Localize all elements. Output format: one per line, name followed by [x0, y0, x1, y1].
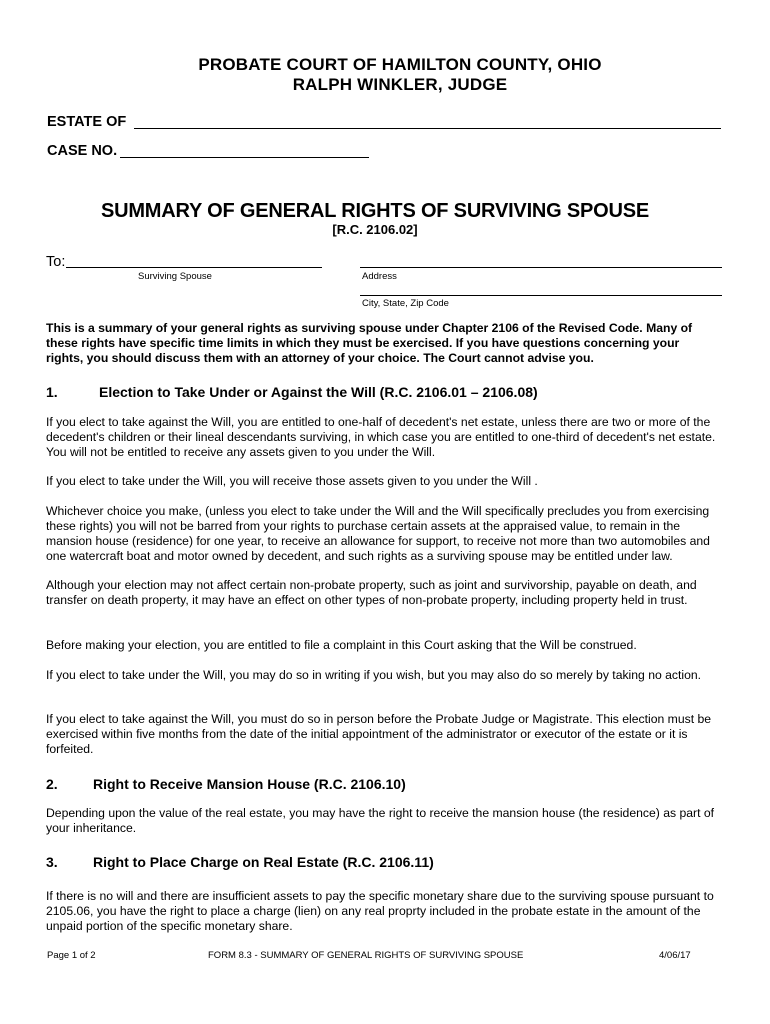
section-3-heading: Right to Place Charge on Real Estate (R.C. 2106.11) [93, 854, 434, 870]
revision-date: 4/06/17 [659, 950, 691, 961]
section-3-number: 3. [46, 854, 58, 870]
section-2-heading: Right to Receive Mansion House (R.C. 2106.10) [93, 776, 406, 792]
section-1-paragraph: Although your election may not affect certain non-probate property, such as joint and survivorship, payable on death, and transfer on death property, it may have an effect on other types of non-probate property, including property held in trust. [46, 578, 697, 607]
section-1-paragraph: If you elect to take against the Will, you are entitled to one-half of decedent's net estate, unless there are two or more of the decedent's children or their lineal descendants surviving, in which case you are entitled to one-third of decedent's net estate. You will not be entitled to receive any assets given to you under the Will. [46, 415, 716, 459]
section-3-paragraph: If there is no will and there are insufficient assets to pay the specific monetary share due to the surviving spouse pursuant to 2105.06, you have the right to place a charge (lien) on any real proprty included in the probate estate in the amount of the unpaid portion of the specific monetary share. [46, 889, 714, 933]
form-footer-title: FORM 8.3 - SUMMARY OF GENERAL RIGHTS OF SURVIVING SPOUSE [208, 950, 524, 961]
estate-label: ESTATE OF [47, 114, 127, 130]
page-number: Page 1 of 2 [47, 950, 96, 961]
address-caption: Address [362, 271, 397, 282]
form-title: SUMMARY OF GENERAL RIGHTS OF SURVIVING SPOUSE [100, 200, 650, 222]
section-1-paragraph: If you elect to take under the Will, you will receive those assets given to you under the Will . [46, 474, 538, 488]
court-name: PROBATE COURT OF HAMILTON COUNTY, OHIO [198, 55, 602, 74]
estate-field[interactable] [134, 113, 721, 129]
judge-name: RALPH WINKLER, JUDGE [292, 75, 508, 94]
section-1-heading: Election to Take Under or Against the Will (R.C. 2106.01 – 2106.08) [99, 384, 538, 400]
section-2-paragraph: Depending upon the value of the real estate, you may have the right to receive the mansion house (the residence) as part of your inheritance. [46, 806, 715, 835]
city-state-zip-field[interactable] [360, 281, 722, 296]
section-1-paragraph: Before making your election, you are entitled to file a complaint in this Court asking that the Will be construed. [46, 638, 637, 652]
section-1-paragraph: If you elect to take against the Will, you must do so in person before the Probate Judge or Magistrate. This election must be exercised within five months from the date of the initial appointment of the administrator or executor of the estate or it is forfeited. [46, 712, 712, 756]
statute-reference: [R.C. 2106.02] [332, 222, 418, 237]
section-1-number: 1. [46, 384, 58, 400]
city-state-zip-caption: City, State, Zip Code [362, 298, 449, 309]
intro-paragraph: This is a summary of your general rights as surviving spouse under Chapter 2106 of the Revised Code. Many of these rights have specific time limits in which they must be exercised. If you have questions concerning your rights, you should discuss them with an attorney of your choice. The Court cannot advise you. [46, 321, 693, 365]
case-number-field[interactable] [120, 142, 369, 158]
address-field[interactable] [360, 253, 722, 268]
section-1-paragraph: Whichever choice you make, (unless you elect to take under the Will and the Will specifically precludes you from exercising these rights) you will not be barred from your rights to purchase certain assets at the appraised value, to remain in the mansion house (residence) for one year, to receive an allowance for support, to receive not more than two automobiles and one watercraft boat and motor owned by decedent, and such rights as a surviving spouse may be entitled under law. [46, 504, 710, 563]
surviving-spouse-caption: Surviving Spouse [138, 271, 212, 282]
surviving-spouse-field[interactable] [66, 253, 322, 268]
to-label: To: [46, 254, 66, 270]
section-1-paragraph: If you elect to take under the Will, you may do so in writing if you wish, but you may also do so merely by taking no action. [46, 668, 702, 682]
case-number-label: CASE NO. [47, 143, 118, 159]
section-2-number: 2. [46, 776, 58, 792]
